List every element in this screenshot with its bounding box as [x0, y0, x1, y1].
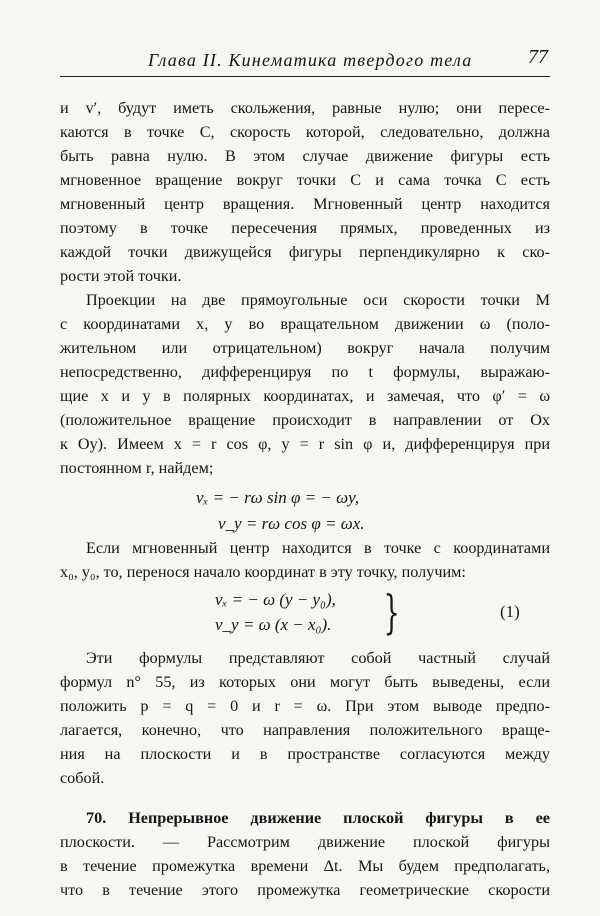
text-line: положить p = q = 0 и r = ω. При этом выводе предпо-	[60, 697, 550, 715]
text-line: постоянном r, найдем;	[60, 459, 214, 477]
text-line: собой.	[60, 769, 105, 787]
text-line: x₀, y₀, то, перенося начало координат в эту точку, получим:	[60, 563, 466, 581]
text-line: с координатами x, y во вращательном движении ω (поло-	[60, 315, 550, 333]
running-title: Глава II. Кинематика твердого тела	[148, 50, 473, 70]
right-brace: }	[383, 585, 400, 639]
text-line: щие x и y в полярных координатах, и замечая, что φ′ = ω	[60, 387, 550, 405]
running-header	[60, 44, 550, 77]
text-line: плоскости. — Рассмотрим движение плоской фигуры	[60, 833, 550, 851]
text-line: (положительное вращение происходит в направлении от Ox	[60, 411, 550, 429]
text-line: к Oy). Имеем x = r cos φ, y = r sin φ и, дифференцируя при	[60, 435, 550, 453]
formula-vy-center: v_y = ω (x − x₀).	[215, 615, 332, 634]
text-line: Эти формулы представляют собой частный случай	[86, 649, 550, 667]
text-line: непосредственно, дифференцируя по t формулы, выражаю-	[60, 363, 550, 381]
page-number: 77	[528, 46, 548, 68]
text-line: мгновенный центр вращения. Мгновенный центр находится	[60, 195, 550, 213]
equation-system-1	[215, 585, 400, 640]
text-line: что в течение этого промежутка геометрические скорости	[60, 881, 550, 899]
text-line: мгновенное вращение вокруг точки C и сама точка C есть	[60, 171, 550, 189]
text-line: формул n° 55, из которых они могут быть выведены, если	[60, 673, 550, 691]
text-line: поэтому в точке пересечения прямых, проведенных из	[60, 219, 550, 237]
text-line: Проекции на две прямоугольные оси скорости точки M	[86, 291, 550, 309]
text-line: ния на плоскости и в пространстве согласуются между	[60, 745, 550, 763]
formula-vx-center: vₓ = − ω (y − y₀),	[215, 590, 336, 609]
text-line: быть равна нулю. В этом случае движение фигуры есть	[60, 147, 550, 165]
formula-vx-origin: vₓ = − rω sin φ = − ωy,	[196, 488, 359, 507]
text-line: лагается, конечно, что направления положительного враще-	[60, 721, 550, 739]
text-line: Если мгновенный центр находится в точке с координатами	[86, 539, 550, 557]
section-heading: 70. Непрерывное движение плоской фигуры в ее	[86, 809, 550, 827]
text-line: каждой точки движущейся фигуры перпендикулярно к ско-	[60, 243, 550, 261]
text-line: и v′, будут иметь скольжения, равные нулю; они пересе-	[60, 99, 550, 117]
equation-number: (1)	[500, 602, 520, 621]
formula-vy-origin: v_y = rω cos φ = ωx.	[218, 514, 365, 533]
text-line: в течение промежутка времени Δt. Мы будем предполагать,	[60, 857, 550, 875]
text-line: рости этой точки.	[60, 267, 182, 285]
text-line: каются в точке C, скорость которой, следовательно, должна	[60, 123, 550, 141]
text-line: жительном или отрицательном) вокруг начала получим	[60, 339, 550, 357]
